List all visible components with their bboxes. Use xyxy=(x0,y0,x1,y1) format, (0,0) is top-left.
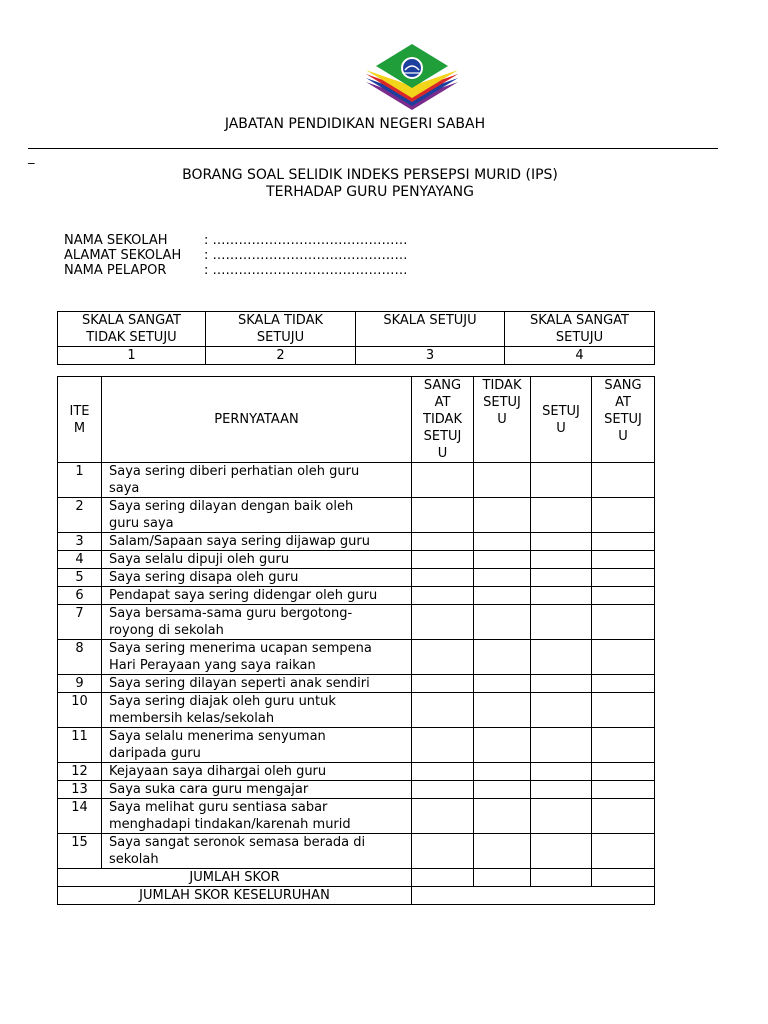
statement-line: Hari Perayaan yang saya raikan xyxy=(109,658,316,673)
statement-line: royong di sekolah xyxy=(109,623,224,638)
answer-cell[interactable] xyxy=(474,763,531,781)
statement-line: Pendapat saya sering didengar oleh guru xyxy=(109,588,378,603)
answer-cell[interactable] xyxy=(412,463,474,498)
answer-cell[interactable] xyxy=(474,463,531,498)
table-row xyxy=(58,799,655,834)
answer-cell[interactable] xyxy=(412,693,474,728)
item-statement xyxy=(102,675,412,693)
department-logo xyxy=(362,40,462,120)
answer-cell[interactable] xyxy=(592,763,655,781)
answer-cell[interactable] xyxy=(531,675,592,693)
scale-value-cell: 2 xyxy=(206,347,356,365)
answer-cell[interactable] xyxy=(531,463,592,498)
item-number: 2 xyxy=(58,498,102,533)
scale-label-cell: SKALA SANGAT TIDAK SETUJU xyxy=(58,312,206,347)
header-strongly-disagree: SANG AT TIDAK SETUJ U xyxy=(412,377,474,463)
item-number: 1 xyxy=(58,463,102,498)
answer-cell[interactable] xyxy=(474,569,531,587)
answer-cell[interactable] xyxy=(531,533,592,551)
answer-cell[interactable] xyxy=(592,781,655,799)
answer-cell[interactable] xyxy=(474,587,531,605)
answer-cell[interactable] xyxy=(474,533,531,551)
item-number: 6 xyxy=(58,587,102,605)
info-label: ALAMAT SEKOLAH xyxy=(64,248,182,263)
statement-line: saya xyxy=(109,481,140,496)
answer-cell[interactable] xyxy=(412,675,474,693)
item-statement xyxy=(102,498,412,533)
answer-cell[interactable] xyxy=(412,498,474,533)
item-statement xyxy=(102,551,412,569)
item-statement xyxy=(102,587,412,605)
table-row xyxy=(58,463,655,498)
statement-line: Saya selalu dipuji oleh guru xyxy=(109,552,290,567)
item-number: 10 xyxy=(58,693,102,728)
item-statement xyxy=(102,728,412,763)
statement-line: Saya sering disapa oleh guru xyxy=(109,570,299,585)
item-number: 5 xyxy=(58,569,102,587)
answer-cell[interactable] xyxy=(531,728,592,763)
answer-cell[interactable] xyxy=(474,693,531,728)
answer-cell[interactable] xyxy=(592,605,655,640)
info-value: : ……………………………………… xyxy=(204,263,408,278)
table-row xyxy=(58,498,655,533)
answer-cell[interactable] xyxy=(474,834,531,869)
answer-cell[interactable] xyxy=(474,640,531,675)
item-number: 11 xyxy=(58,728,102,763)
info-row-reporter-name xyxy=(64,263,408,278)
header-statement: PERNYATAAN xyxy=(102,377,412,463)
scale-value-cell: 4 xyxy=(505,347,655,365)
item-statement xyxy=(102,463,412,498)
item-number: 9 xyxy=(58,675,102,693)
statement-line: menghadapi tindakan/karenah murid xyxy=(109,817,351,832)
table-row xyxy=(58,605,655,640)
statement-line: Saya sering diberi perhatian oleh guru xyxy=(109,464,360,479)
answer-cell[interactable] xyxy=(592,640,655,675)
item-statement xyxy=(102,533,412,551)
survey-header-row xyxy=(58,377,655,463)
table-row xyxy=(58,640,655,675)
table-row xyxy=(58,551,655,569)
answer-cell[interactable] xyxy=(412,799,474,834)
answer-cell[interactable] xyxy=(531,781,592,799)
answer-cell[interactable] xyxy=(531,569,592,587)
info-row-school-address xyxy=(64,248,408,263)
answer-cell[interactable] xyxy=(412,569,474,587)
form-title-line-2: TERHADAP GURU PENYAYANG xyxy=(266,184,474,200)
scale-value-cell: 1 xyxy=(58,347,206,365)
item-statement xyxy=(102,834,412,869)
answer-cell[interactable] xyxy=(474,728,531,763)
form-title xyxy=(0,167,740,201)
info-label: NAMA SEKOLAH xyxy=(64,233,168,248)
answer-cell[interactable] xyxy=(592,463,655,498)
item-number: 14 xyxy=(58,799,102,834)
answer-cell[interactable] xyxy=(531,551,592,569)
header-agree: SETUJ U xyxy=(531,377,592,463)
department-title: JABATAN PENDIDIKAN NEGERI SABAH xyxy=(224,116,486,132)
statement-line: Saya sering menerima ucapan sempena xyxy=(109,641,372,656)
answer-cell[interactable] xyxy=(592,498,655,533)
answer-cell[interactable] xyxy=(474,675,531,693)
info-value: : ……………………………………… xyxy=(204,248,408,263)
item-statement xyxy=(102,605,412,640)
answer-cell[interactable] xyxy=(592,693,655,728)
answer-cell[interactable] xyxy=(474,498,531,533)
item-statement xyxy=(102,763,412,781)
answer-cell[interactable] xyxy=(474,551,531,569)
answer-cell[interactable] xyxy=(412,728,474,763)
scale-value-cell: 3 xyxy=(356,347,505,365)
answer-cell[interactable] xyxy=(592,587,655,605)
statement-line: Saya melihat guru sentiasa sabar xyxy=(109,800,328,815)
answer-cell[interactable] xyxy=(592,551,655,569)
table-row xyxy=(58,569,655,587)
divider-dash: _ xyxy=(28,150,35,165)
scale-label-cell: SKALA SANGAT SETUJU xyxy=(505,312,655,347)
statement-line: Saya sering diajak oleh guru untuk xyxy=(109,694,336,709)
statement-line: guru saya xyxy=(109,516,174,531)
answer-cell[interactable] xyxy=(531,834,592,869)
header-strongly-agree: SANG AT SETUJ U xyxy=(592,377,655,463)
answer-cell[interactable] xyxy=(531,799,592,834)
answer-cell[interactable] xyxy=(531,498,592,533)
item-number: 7 xyxy=(58,605,102,640)
info-value: : ……………………………………… xyxy=(204,233,408,248)
answer-cell[interactable] xyxy=(592,799,655,834)
grand-total-row xyxy=(58,887,655,905)
answer-cell[interactable] xyxy=(592,533,655,551)
statement-line: Saya selalu menerima senyuman xyxy=(109,729,326,744)
answer-cell[interactable] xyxy=(412,834,474,869)
form-title-line-1: BORANG SOAL SELIDIK INDEKS PERSEPSI MURID (IPS) xyxy=(182,167,558,183)
answer-cell[interactable] xyxy=(592,869,655,887)
table-row xyxy=(58,834,655,869)
total-score-row xyxy=(58,869,655,887)
item-number: 4 xyxy=(58,551,102,569)
answer-cell[interactable] xyxy=(474,605,531,640)
answer-cell[interactable] xyxy=(474,781,531,799)
item-number: 15 xyxy=(58,834,102,869)
answer-cell[interactable] xyxy=(412,587,474,605)
table-row xyxy=(58,728,655,763)
scale-label-row xyxy=(58,312,655,347)
grand-total-cell[interactable] xyxy=(412,887,655,905)
table-row xyxy=(58,533,655,551)
item-number: 8 xyxy=(58,640,102,675)
statement-line: Saya sering dilayan dengan baik oleh xyxy=(109,499,354,514)
statement-line: Saya suka cara guru mengajar xyxy=(109,782,309,797)
answer-cell[interactable] xyxy=(412,869,474,887)
info-label: NAMA PELAPOR xyxy=(64,263,167,278)
item-statement xyxy=(102,693,412,728)
answer-cell[interactable] xyxy=(412,533,474,551)
item-number: 12 xyxy=(58,763,102,781)
divider-line xyxy=(28,148,718,149)
table-row xyxy=(58,675,655,693)
scale-value-row xyxy=(58,347,655,365)
item-statement xyxy=(102,799,412,834)
scale-table xyxy=(57,311,655,365)
answer-cell[interactable] xyxy=(412,781,474,799)
info-row-school-name xyxy=(64,233,408,248)
answer-cell[interactable] xyxy=(412,640,474,675)
answer-cell[interactable] xyxy=(474,799,531,834)
item-statement xyxy=(102,640,412,675)
statement-line: Salam/Sapaan saya sering dijawap guru xyxy=(109,534,370,549)
item-statement xyxy=(102,569,412,587)
answer-cell[interactable] xyxy=(531,763,592,781)
school-info xyxy=(64,233,408,278)
statement-line: Saya sangat seronok semasa berada di xyxy=(109,835,366,850)
answer-cell[interactable] xyxy=(592,834,655,869)
scale-label-cell: SKALA SETUJU xyxy=(356,312,505,347)
answer-cell[interactable] xyxy=(412,551,474,569)
answer-cell[interactable] xyxy=(412,605,474,640)
statement-line: Saya bersama-sama guru bergotong- xyxy=(109,606,353,621)
table-row xyxy=(58,781,655,799)
total-score-label: JUMLAH SKOR xyxy=(58,869,412,887)
statement-line: daripada guru xyxy=(109,746,201,761)
answer-cell[interactable] xyxy=(592,675,655,693)
table-row xyxy=(58,693,655,728)
answer-cell[interactable] xyxy=(531,869,592,887)
statement-line: membersih kelas/sekolah xyxy=(109,711,275,726)
answer-cell[interactable] xyxy=(592,569,655,587)
answer-cell[interactable] xyxy=(531,693,592,728)
answer-cell[interactable] xyxy=(531,640,592,675)
table-row xyxy=(58,763,655,781)
table-row xyxy=(58,587,655,605)
statement-line: sekolah xyxy=(109,852,159,867)
statement-line: Saya sering dilayan seperti anak sendiri xyxy=(109,676,370,691)
answer-cell[interactable] xyxy=(412,763,474,781)
scale-label-cell: SKALA TIDAK SETUJU xyxy=(206,312,356,347)
header-item: ITE M xyxy=(58,377,102,463)
grand-total-label: JUMLAH SKOR KESELURUHAN xyxy=(58,887,412,905)
statement-line: Kejayaan saya dihargai oleh guru xyxy=(109,764,327,779)
answer-cell[interactable] xyxy=(531,587,592,605)
item-statement xyxy=(102,781,412,799)
header-disagree: TIDAK SETUJ U xyxy=(474,377,531,463)
answer-cell[interactable] xyxy=(474,869,531,887)
survey-table xyxy=(57,376,655,905)
item-number: 3 xyxy=(58,533,102,551)
answer-cell[interactable] xyxy=(592,728,655,763)
answer-cell[interactable] xyxy=(531,605,592,640)
item-number: 13 xyxy=(58,781,102,799)
